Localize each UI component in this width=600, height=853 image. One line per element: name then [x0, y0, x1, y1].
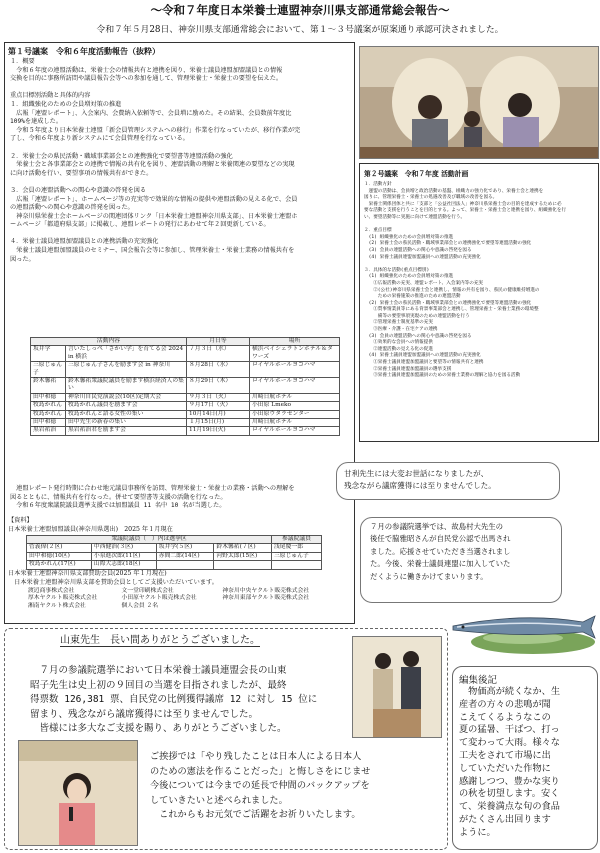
- table-cell: 牧島かれんと語る女性の集い: [66, 410, 187, 418]
- table-cell: 鈴木馨祐: [31, 378, 66, 394]
- farewell-title: 山東先生 長い間ありがとうございました。: [60, 631, 260, 647]
- members-cell: 菅義偉(２区): [27, 544, 92, 552]
- table-cell: 三原じゅん子さんを励ます会 in 神奈川: [66, 362, 187, 378]
- table-cell: 牧島かれん: [31, 410, 66, 418]
- table-cell: 10月14日(月): [187, 410, 250, 418]
- table-row: [31, 402, 340, 410]
- table-cell: 神奈川自民党演説会(10区)定期大会: [66, 393, 187, 401]
- table-header-cell: 活動内容: [31, 338, 187, 346]
- supporter-cell: [220, 603, 336, 610]
- farewell-paragraph-1: ７月の参議院選挙において日本栄養士議員連盟会長の山東 昭子先生は史上初の９回目の当選を目指されましたが、最終 得票数 126,381 票、自民党の比例獲得議席 12 に対し 15 位に 留まり、残念ながら議席獲得には至りませんでした。 皆様には多大なご支援を賜り、ありがとうございました。: [30, 665, 318, 735]
- handshake-photo: [352, 636, 442, 738]
- table-cell: ７月３日（水）: [187, 346, 250, 362]
- handshake-photo-image: [353, 637, 441, 737]
- table-row: [31, 393, 340, 401]
- table-cell: 田中和徳: [31, 393, 66, 401]
- meeting-photo: [359, 46, 599, 159]
- members-cell: 小泉進次郎(11区): [91, 552, 156, 560]
- members-cell: [156, 561, 214, 569]
- supporters-subtitle: 日本栄養士連盟神奈川県支部を賛助会員としてご支援いただいています。: [8, 579, 218, 586]
- supporters-title: 日本栄養士連盟神奈川県支部賛助会員(2025 年１月現在): [8, 570, 167, 577]
- table-cell: ロイヤルホールヨコハマ: [250, 427, 340, 435]
- supporter-cell: 個人会員 ２名: [121, 602, 159, 609]
- table-cell: 三原じゅん子: [31, 362, 66, 378]
- table-cell: 小田原 Lmeko: [250, 402, 340, 410]
- table-row: [31, 378, 340, 394]
- table-row: [31, 346, 340, 362]
- saury-illustration: [443, 604, 599, 660]
- table-row: [31, 427, 340, 435]
- members-cell: 牧島かれん(17区): [27, 561, 92, 569]
- table-row: [31, 362, 340, 378]
- supporters-table: [26, 588, 336, 610]
- election-bubble-text: ７月の参議院選挙では、故島村大先生の 後任で脇雅昭さんが自民党公認で出馬され ました。応援させていただき当選されまし た。今後、栄養士議員連盟に加入していた だくように働きかけてまいります。: [370, 522, 511, 581]
- table-cell: ８月28日（水）: [187, 362, 250, 378]
- table-header-cell: 場所: [250, 338, 340, 346]
- supporter-cell: 神奈川東部ヤクルト販売株式会社: [222, 595, 310, 602]
- members-cell: 坂井学(５区): [156, 544, 214, 552]
- table-cell: 川崎日航ホテル: [250, 419, 340, 427]
- table-cell: ロイヤルホールヨコハマ: [250, 362, 340, 378]
- table-cell: 牧島かれん議員を励ます会: [66, 402, 187, 410]
- members-row: [27, 544, 322, 552]
- members-table: [26, 535, 322, 570]
- table-cell: 黒岩祐治君を励ます会: [66, 427, 187, 435]
- members-cell: [272, 561, 322, 569]
- members-cell: [214, 561, 272, 569]
- table-cell: ８月29日（木）: [187, 378, 250, 394]
- table-cell: ロイヤルホールヨコハマ: [250, 378, 340, 394]
- resources-subtitle: 日本栄養士連盟加盟議員(神奈川県選出) 2025 年１月現在: [8, 526, 173, 533]
- table-header-cell: 月日等: [187, 338, 250, 346]
- agenda2-body: １．活動方針 運盟の活動は、会員増と政治活動の基盤、組織力の強力化であり、栄養士会と連携を 図りに、管理栄養士・栄養士の処遇改善及び職域の改善を図る。 栄養士関係団体と共に「支部と「公益社団法人」神奈川県栄養士会の目的を達成するために必 要な活動と支援を行うことを目的とする。よって、栄養士・栄養士会と連携を図り、組織強化を行 い、要望活動等に実施に向けて連盟活動を行う。 ２．重点目標 (1) 組織強化のための会員増対策の推進 (2) 栄養士会の県民活動・職域事業部会との連携強化で要望等連盟活動の強化 (3) 会員の連盟活動への関心や意識の啓発を図る (4) 栄養士議員連盟加盟議員への連盟活動の充実強化 ３．具体的な活動(重点目標別) (1) 組織強化のための会員増対策の推進 ①広報活動の充実、連盟レポート、入会案内等の充実 ②(公社)神奈川県栄養士会と連携し、情報の共有を図り、県民の健康維持増進の ための栄養施策の推進のための連盟活動 (2) 栄養士会の県民活動・職域事業部会との連携強化で要望等連盟活動の強化 ①賛事情業員等にある背景事業部会と連携し、管理栄養士・栄養士業務の環境整 備等の要望事項実現のための連盟活動を行う ②管理栄養士制度基準の充実 ③医療・介護・在宅ケアの連携 (3) 会員の連盟活動への関心や意識の啓発を図る ①効果的な会員への情報提供 ②連盟活動の見える化の促進 (4) 栄養士議員連盟加盟議員への連盟活動の充実強化 ①栄養士議員連盟加盟議員と要望等の情報共有と連携 ②栄養士議員連盟加盟議員の選挙支援 ③栄養士議員連盟加盟議員のための栄養士業務の理解と協力を図る活動: [364, 182, 567, 379]
- table-cell: 鈴木馨祐衆議院議員を励ます横浜経済人の集い: [66, 378, 187, 394]
- supporter-cell: 湘南ヤクルト株式会社: [28, 602, 86, 609]
- agenda2-title: 第２号議案 令和７年度 活動計画: [364, 170, 469, 178]
- members-cell: 赤間二郎(14区): [156, 552, 214, 560]
- table-cell: 田中和徳: [31, 419, 66, 427]
- table-cell: 田中先生の新春の集い: [66, 419, 187, 427]
- supporter-cell: 厚木ヤクルト販売株式会社: [28, 595, 98, 602]
- activity-table-header: [31, 338, 340, 346]
- members-header: 衆議院議員（ ）内は選挙区: [27, 536, 272, 544]
- supporters-row: [26, 595, 336, 602]
- meeting-photo-image: [360, 47, 598, 158]
- members-row: [27, 552, 322, 560]
- editor-note-title: 編集後記: [459, 675, 498, 686]
- table-cell: ９月17日（火）: [187, 402, 250, 410]
- speech-photo-image: [19, 741, 137, 845]
- supporter-cell: 文一堂印刷株式会社: [121, 588, 174, 594]
- table-cell: ９月３日（火）: [187, 393, 250, 401]
- editor-note-body: 物価高が続くなか、生 産者の方々の悲鳴が聞 こえてくるようなこの 夏の猛暑、干ばつ、打っ て変わって大雨。様々な 工夫をされて市場に出 していただいた作物に 感謝しつつ、豊かな実り の秋を切望します。安く て、栄養満点な旬の食品 がたくさん出回ります ように。: [459, 686, 561, 838]
- members-cell: 田中和徳(10区): [27, 552, 92, 560]
- table-cell: 言いたしっぺ「さかい学」を育てる会 2024 in 横浜: [66, 346, 187, 362]
- supporter-cell: 神奈川中央ヤクルト販売株式会社: [222, 588, 310, 594]
- supporter-cell: 小田原ヤクルト販売株式会社: [121, 595, 197, 602]
- supporter-cell: 渡辺商事株式会社: [28, 588, 75, 594]
- table-row: [31, 419, 340, 427]
- farewell-paragraph-2: ご挨拶では「やり残したことは日本人による日本人 のための憲法を作ることだった」と悔しさをにじませ 今後については今までの延長で仲間のバックアップを していきたいと述べられました。 これからもお元気でご活躍をお祈りいたします。: [150, 751, 371, 821]
- intro-text: 令和７年５月28日、神奈川県支部通常総会において、第１～３号議案が原案通り承認可決されました。: [96, 25, 504, 35]
- members-cell: 鈴木馨祐(７区): [214, 544, 272, 552]
- activity-table: [30, 337, 340, 436]
- table-cell: 川崎日航ホテル: [250, 393, 340, 401]
- members-row: [27, 561, 322, 569]
- members-cell: 山際大志郎(18区): [91, 561, 156, 569]
- agenda1-after-table: 連盟レポート発行時期に合わせ地元議員事務所を訪問、管理栄養士・栄養士の業務・活動への理解を 図るとともに、情報共有を行なった。併せて要望書等支援の活動を行なった。 令和６年度衆議院議員選挙支援では加盟議員 11 名中 10 名が当選した。: [10, 485, 295, 510]
- table-cell: 牧島かれん: [31, 402, 66, 410]
- agenda1-title: 第１号議案 令和６年度活動報告（抜粋）: [8, 46, 160, 56]
- members-cell: 中西健治(３区): [91, 544, 156, 552]
- members-cell: 浅尾慶一郎: [272, 544, 322, 552]
- members-header: 参議院議員: [272, 536, 322, 544]
- resources-title: 【資料】: [8, 517, 33, 524]
- table-cell: １月15日(月): [187, 419, 250, 427]
- members-cell: 河野太郎(15区): [214, 552, 272, 560]
- members-cell: 三原じゅん子: [272, 552, 322, 560]
- table-cell: 小田原ウタラセンター: [250, 410, 340, 418]
- supporters-row: [26, 603, 336, 610]
- amari-bubble-text: 甘利先生には大変お世話になりましたが、 残念ながら議席獲得には至りませんでした。: [344, 469, 496, 490]
- table-cell: 坂井学: [31, 346, 66, 362]
- table-row: [31, 410, 340, 418]
- table-cell: 11月19日(火): [187, 427, 250, 435]
- table-cell: 横浜ベイシェラトンホテル＆タワーズ: [250, 346, 340, 362]
- table-cell: 黒岩祐治: [31, 427, 66, 435]
- page-title: ～令和７年度日本栄養士連盟神奈川県支部通常総会報告～: [150, 3, 450, 17]
- agenda1-body: １．概要 令和６年度の連盟活動は、栄養士会の情報共有と連携を図り、栄養士議員連盟加盟議員との情報 交換を目的に事務所訪問や議員報告会等への参加を通して、管理栄養士・栄養士の要望を伝えた。 重点目標別活動と具体的内容 １．組織強化のための会員増対策の推進 広報「連盟レポート」、入会案内、会費納入依頼等で、会員増に励めた。その結果、会員数前年度比 109%を達成した。 令和５年度より日本栄養士連盟「新会員管理システムへの移行」作業を行なっていたが、移行作業が完 了し、令和６年度より新システムにて会員管理を行なっている。 ２．栄養士会の県民活動・職域事業部会との連携強化で要望書等連盟活動の強化 栄養士会と各事業部会との連携で情報の共有化を図り、連盟活動の理解と栄養関連の要望などの実現 に向け活動を行い、要望事項の情報共有ができた。 ３．会員の連盟活動への関心や意識の啓発を図る 広報「連盟レポート」、ホームページ等の充実等で効果的な情報の提供や連盟活動の見える化で、会員 の連盟活動への関心や意識の啓発を図った。 神奈川県栄養士会ホームページの関連団体リンク「日本栄養士連盟神奈川県支部」、日本栄養士連盟ホ ームページ「都道府県支部」に掲載し、連盟レポートの発行にあわせて年２回更新している。 ４．栄養士議員連盟加盟議員との連携活動の充実強化 栄養士議員連盟加盟議員のセミナー、国会報告会等に参加し、管理栄養士・栄養士業務の情報共有を 図った。: [10, 58, 301, 263]
- speech-photo: [18, 740, 138, 846]
